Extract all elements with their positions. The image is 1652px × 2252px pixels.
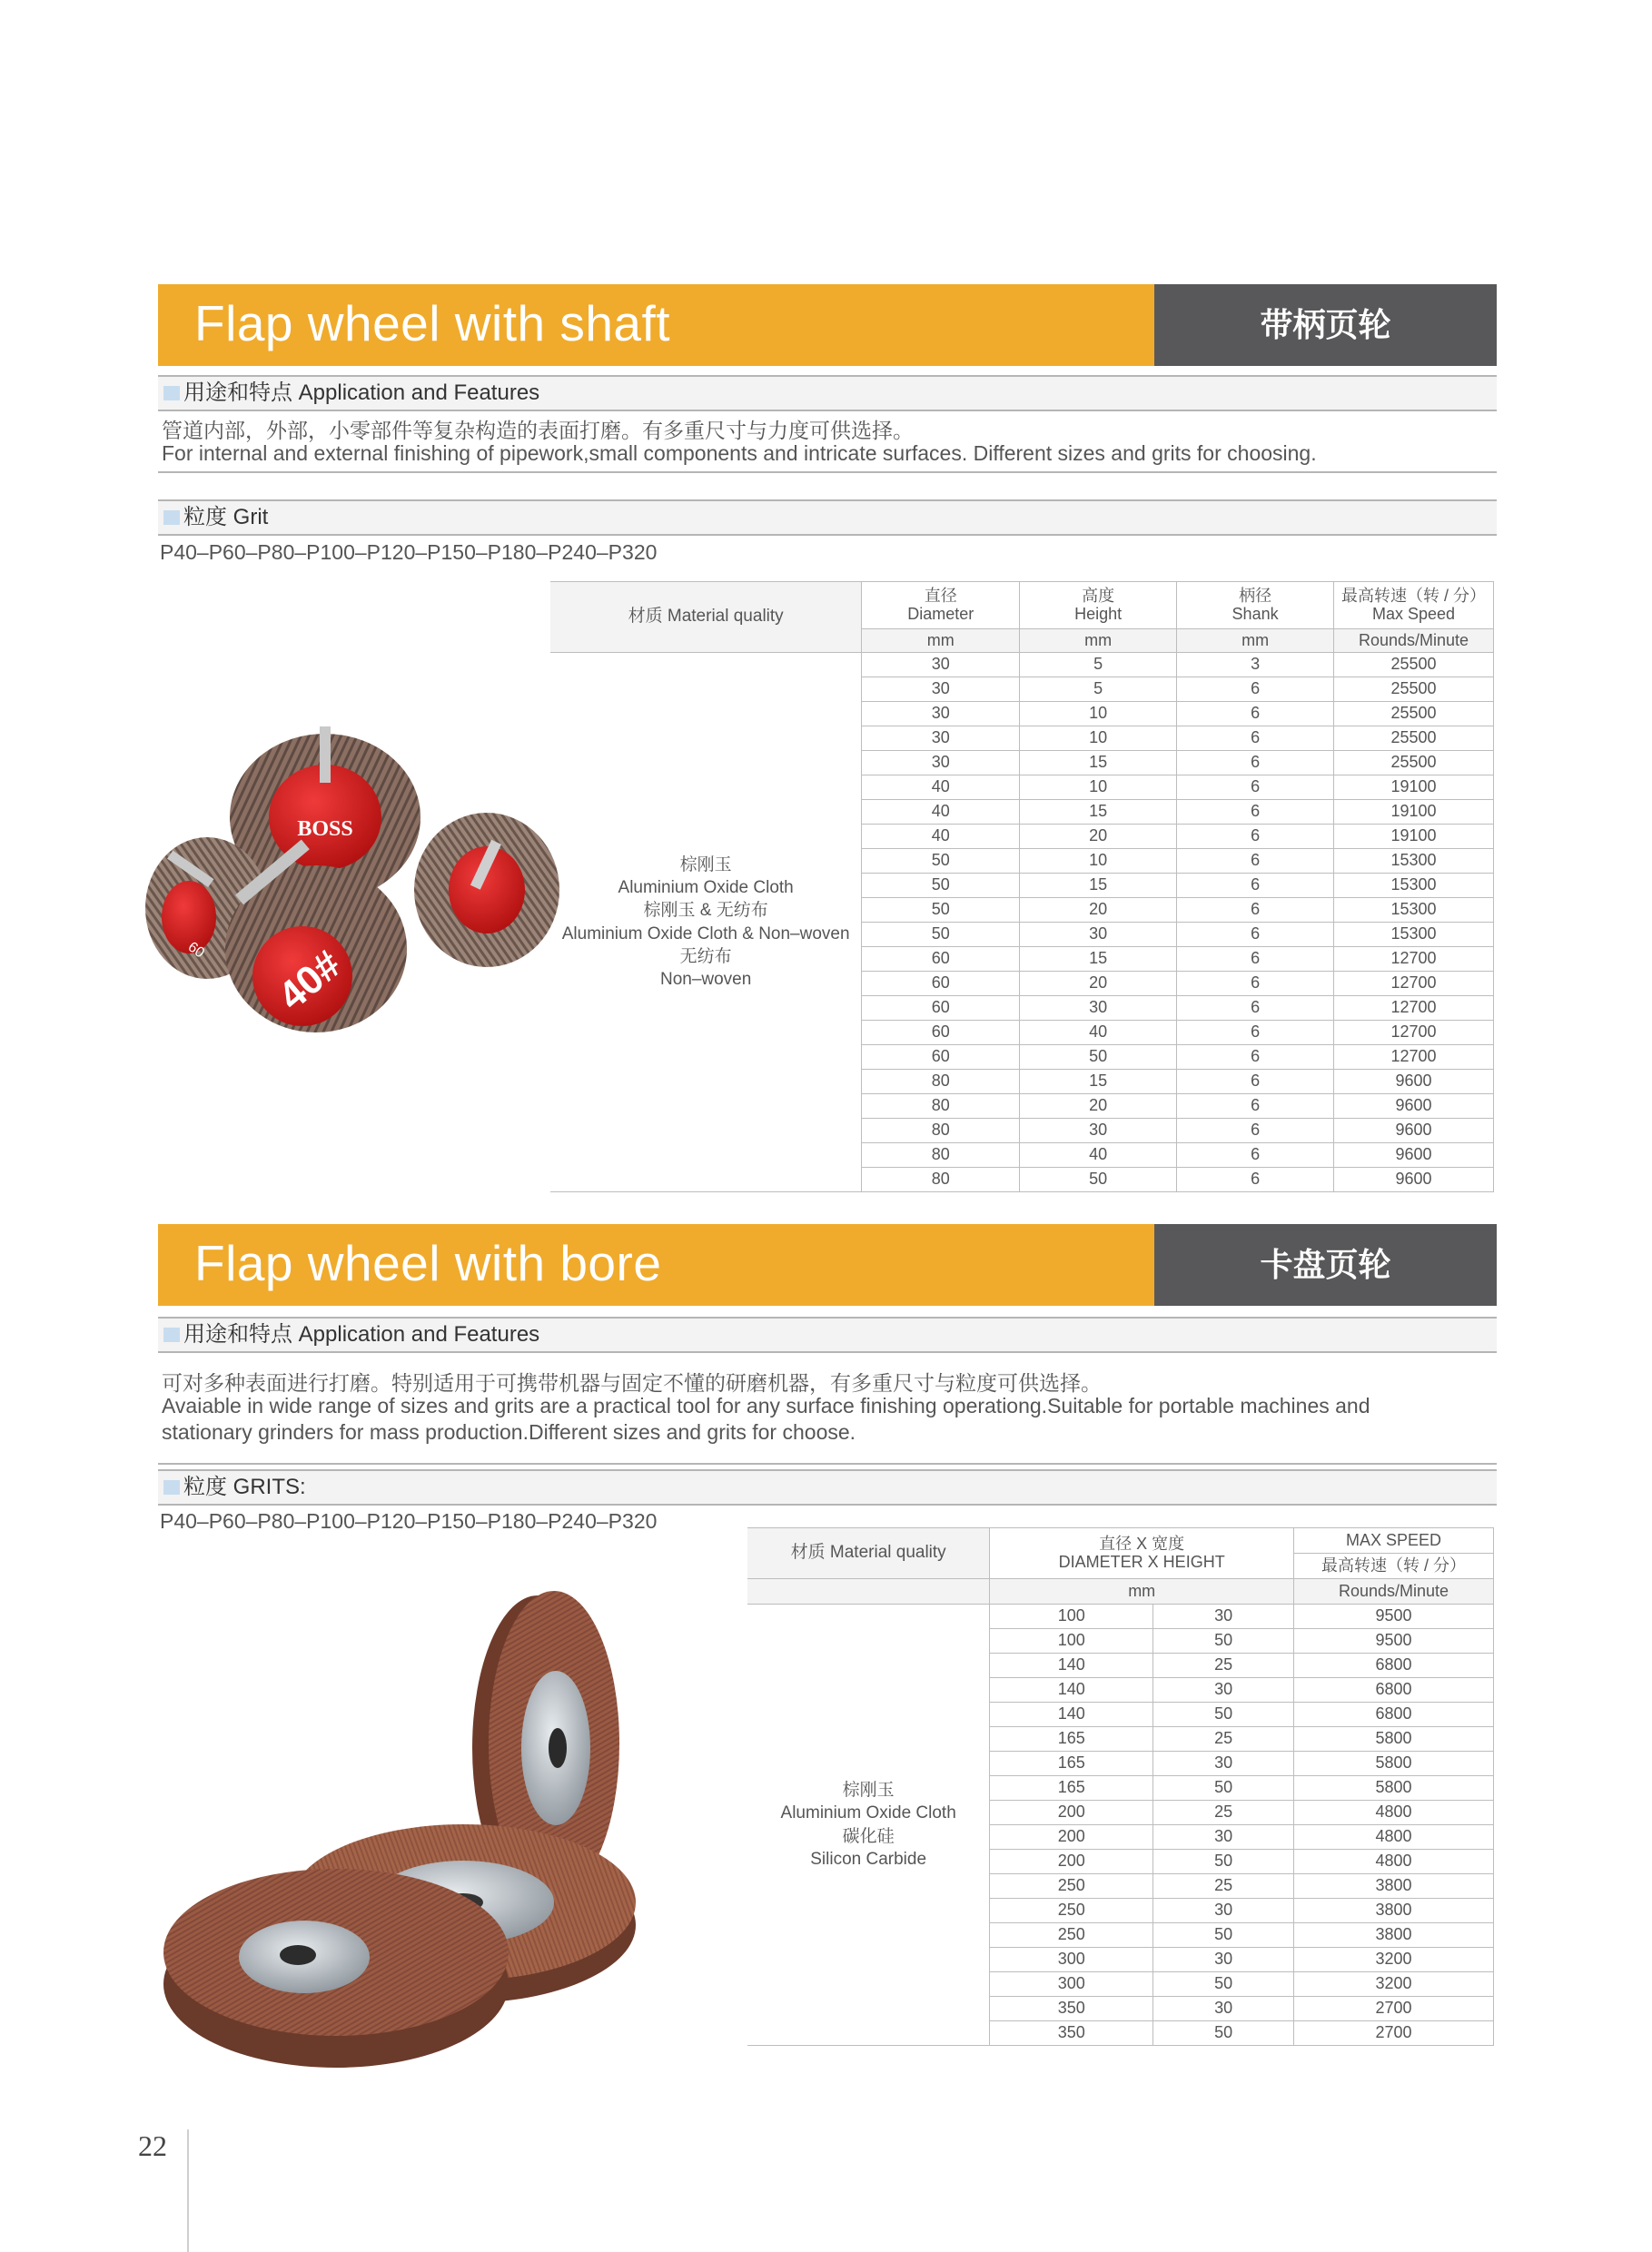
table-cell: 80 (862, 1168, 1020, 1192)
table-cell: 30 (1153, 1752, 1294, 1776)
table-cell: 9500 (1294, 1605, 1494, 1629)
table-cell: 30 (1153, 1825, 1294, 1850)
table-cell: 20 (1020, 898, 1177, 923)
divider (158, 471, 1497, 473)
table-cell: 10 (1020, 726, 1177, 751)
material-line: 棕刚玉 (842, 1780, 895, 1800)
material-line: 棕刚玉 (679, 854, 732, 874)
table-row (550, 653, 1494, 677)
col-header-speed-zh: 最高转速（转 / 分） (1294, 1554, 1494, 1579)
table-cell: 4800 (1294, 1850, 1494, 1874)
header-en: Height (1074, 604, 1123, 623)
col-header-speed-en: MAX SPEED (1294, 1528, 1494, 1554)
table-cell: 3800 (1294, 1923, 1494, 1948)
table-cell: 50 (1153, 1629, 1294, 1654)
table-cell: 6 (1177, 775, 1334, 800)
table-cell: 3800 (1294, 1899, 1494, 1923)
table-cell: 3800 (1294, 1874, 1494, 1899)
table-cell: 30 (862, 751, 1020, 775)
table-cell: 200 (990, 1825, 1153, 1850)
table-cell: 19100 (1334, 775, 1494, 800)
table-cell: 200 (990, 1801, 1153, 1825)
table-cell: 9600 (1334, 1070, 1494, 1094)
table-cell: 50 (862, 923, 1020, 947)
table-cell: 300 (990, 1948, 1153, 1972)
features-label: 用途和特点 Application and Features (183, 1322, 540, 1347)
table-cell: 6800 (1294, 1678, 1494, 1703)
table-cell: 250 (990, 1923, 1153, 1948)
unit-cell: mm (862, 629, 1020, 653)
table-cell: 12700 (1334, 1021, 1494, 1045)
table-cell: 165 (990, 1752, 1153, 1776)
boss-logo: BOSS (297, 817, 353, 841)
bullet-square-icon (163, 386, 180, 400)
table-cell: 6 (1177, 1045, 1334, 1070)
table-cell: 15 (1020, 751, 1177, 775)
table-cell: 4800 (1294, 1801, 1494, 1825)
table-cell: 20 (1020, 972, 1177, 996)
table-cell: 5800 (1294, 1752, 1494, 1776)
header-bar-gray (1154, 284, 1497, 366)
table-cell: 250 (990, 1874, 1153, 1899)
table-cell: 15300 (1334, 874, 1494, 898)
table-cell: 50 (1153, 1923, 1294, 1948)
table-cell: 50 (862, 898, 1020, 923)
table-cell: 10 (1020, 775, 1177, 800)
description-en-line2: stationary grinders for mass production.Different sizes and grits for choose. (162, 1420, 856, 1444)
section-title-zh: 卡盘页轮 (1260, 1246, 1391, 1283)
table-cell: 30 (1020, 923, 1177, 947)
bore-spec-table (747, 1527, 1494, 2046)
bullet-square-icon (163, 1480, 180, 1495)
page-number: 22 (138, 2129, 167, 2162)
table-cell: 350 (990, 2021, 1153, 2046)
table-cell: 5 (1020, 653, 1177, 677)
table-cell: 3200 (1294, 1972, 1494, 1997)
grit-label: 粒度 GRITS: (183, 1475, 306, 1499)
grit-strip (158, 499, 1497, 536)
grit-mark-40: 40# (270, 942, 350, 1020)
grit-label: 粒度 Grit (183, 505, 269, 529)
table-cell: 6 (1177, 1119, 1334, 1143)
features-strip (158, 1317, 1497, 1353)
table-cell: 30 (862, 702, 1020, 726)
table-cell: 6 (1177, 972, 1334, 996)
table-cell: 140 (990, 1703, 1153, 1727)
header-zh: 高度 (1082, 586, 1115, 605)
table-cell: 40 (862, 825, 1020, 849)
table-cell: 12700 (1334, 996, 1494, 1021)
table-cell: 6 (1177, 898, 1334, 923)
table-cell: 140 (990, 1678, 1153, 1703)
table-cell: 20 (1020, 825, 1177, 849)
table-cell: 9600 (1334, 1119, 1494, 1143)
table-cell: 165 (990, 1776, 1153, 1801)
table-cell: 50 (862, 849, 1020, 874)
table-header-row (550, 582, 1494, 629)
table-cell: 15 (1020, 947, 1177, 972)
header-zh: 柄径 (1239, 586, 1272, 605)
table-cell: 50 (1153, 2021, 1294, 2046)
table-cell: 30 (1153, 1678, 1294, 1703)
description-zh: 管道内部，外部，小零部件等复杂构造的表面打磨。有多重尺寸与力度可供选择。 (162, 419, 914, 442)
col-header-height (1020, 582, 1177, 629)
table-cell: 6 (1177, 1168, 1334, 1192)
description-zh: 可对多种表面进行打磨。特别适用于可携带机器与固定不懂的研磨机器，有多重尺寸与粒度可供选择。 (162, 1371, 1102, 1395)
table-cell: 12700 (1334, 972, 1494, 996)
table-cell: 6 (1177, 726, 1334, 751)
material-line: Non–woven (659, 970, 752, 990)
material-cell (550, 653, 862, 1192)
table-cell: 15 (1020, 874, 1177, 898)
table-cell: 4800 (1294, 1825, 1494, 1850)
table-cell: 25500 (1334, 726, 1494, 751)
bullet-square-icon (163, 1328, 180, 1342)
grit-strip (158, 1469, 1497, 1506)
table-cell: 9600 (1334, 1143, 1494, 1168)
col-header-shank (1177, 582, 1334, 629)
flap-wheel-shaft-image (143, 726, 561, 1035)
table-cell: 30 (862, 653, 1020, 677)
table-cell: 6 (1177, 1070, 1334, 1094)
header-en: Shank (1232, 604, 1279, 623)
table-cell: 25500 (1334, 677, 1494, 702)
grit-values: P40–P60–P80–P100–P120–P150–P180–P240–P320 (160, 540, 658, 564)
unit-row (747, 1579, 1494, 1605)
material-line: 棕刚玉 & 无纺布 (643, 901, 768, 921)
table-cell: 2700 (1294, 1997, 1494, 2021)
description-en-line1: Avaiable in wide range of sizes and grits are a practical tool for any surface finishing operationg.Suitable for portable machines and (162, 1394, 1370, 1417)
table-cell: 6 (1177, 849, 1334, 874)
table-cell: 80 (862, 1094, 1020, 1119)
material-header: 材质 Material quality (747, 1528, 990, 1579)
table-row (747, 1605, 1494, 1629)
table-cell: 30 (1153, 1948, 1294, 1972)
table-cell: 60 (862, 1021, 1020, 1045)
table-cell: 6 (1177, 825, 1334, 849)
header-en: Max Speed (1371, 604, 1456, 623)
section-title-en: Flap wheel with bore (194, 1235, 662, 1291)
table-cell: 3 (1177, 653, 1334, 677)
table-cell: 10 (1020, 702, 1177, 726)
header-en: DIAMETER X HEIGHT (1058, 1552, 1225, 1571)
table-cell: 25500 (1334, 653, 1494, 677)
table-cell: 60 (862, 947, 1020, 972)
header-bar-orange (158, 284, 1154, 366)
table-cell: 50 (862, 874, 1020, 898)
table-cell: 6 (1177, 702, 1334, 726)
table-cell: 6800 (1294, 1654, 1494, 1678)
section-header-shaft (158, 284, 1497, 366)
description-en: For internal and external finishing of pipework,small components and intricate surfaces. Different sizes and grits for choosing. (162, 441, 1317, 465)
table-cell: 25500 (1334, 702, 1494, 726)
table-cell: 40 (1020, 1143, 1177, 1168)
material-line: Silicon Carbide (810, 1849, 927, 1869)
table-cell: 20 (1020, 1094, 1177, 1119)
header-zh: 直径 X 宽度 (1099, 1534, 1185, 1553)
material-line: Aluminium Oxide Cloth & Non–woven (561, 924, 850, 943)
col-header-speed (1334, 582, 1494, 629)
table-cell: 350 (990, 1997, 1153, 2021)
header-bar-gray (1154, 1224, 1497, 1306)
table-cell: 40 (862, 800, 1020, 825)
table-cell: 165 (990, 1727, 1153, 1752)
section-header-bore (158, 1224, 1497, 1306)
features-strip (158, 375, 1497, 411)
table-cell: 40 (1020, 1021, 1177, 1045)
table-cell: 80 (862, 1143, 1020, 1168)
header-bar-orange (158, 1224, 1154, 1306)
table-cell: 15 (1020, 1070, 1177, 1094)
table-cell: 6800 (1294, 1703, 1494, 1727)
unit-cell: Rounds/Minute (1294, 1579, 1494, 1605)
col-header-diameter (862, 582, 1020, 629)
grit-mark-60: 60 (184, 939, 208, 962)
table-cell: 100 (990, 1629, 1153, 1654)
table-cell: 3200 (1294, 1948, 1494, 1972)
table-cell: 25 (1153, 1727, 1294, 1752)
table-cell: 6 (1177, 947, 1334, 972)
table-cell: 80 (862, 1070, 1020, 1094)
table-cell: 50 (1020, 1045, 1177, 1070)
table-cell: 5800 (1294, 1776, 1494, 1801)
table-cell: 6 (1177, 923, 1334, 947)
table-cell: 300 (990, 1972, 1153, 1997)
unit-cell: mm (1177, 629, 1334, 653)
table-cell: 19100 (1334, 800, 1494, 825)
table-cell: 30 (862, 677, 1020, 702)
table-cell: 30 (1153, 1997, 1294, 2021)
table-cell: 10 (1020, 849, 1177, 874)
table-cell: 60 (862, 1045, 1020, 1070)
material-line: Aluminium Oxide Cloth (618, 877, 794, 897)
table-cell: 15300 (1334, 923, 1494, 947)
table-cell: 12700 (1334, 1045, 1494, 1070)
grit-values: P40–P60–P80–P100–P120–P150–P180–P240–P320 (160, 1509, 658, 1533)
table-cell: 6 (1177, 874, 1334, 898)
table-cell: 25500 (1334, 751, 1494, 775)
table-cell: 25 (1153, 1801, 1294, 1825)
table-cell: 140 (990, 1654, 1153, 1678)
unit-cell: mm (1020, 629, 1177, 653)
table-cell: 50 (1153, 1972, 1294, 1997)
unit-cell: mm (990, 1579, 1294, 1605)
table-cell: 6 (1177, 1094, 1334, 1119)
col-header-dimension (990, 1528, 1294, 1579)
divider (158, 1463, 1497, 1465)
section-title-zh: 带柄页轮 (1260, 306, 1391, 343)
table-cell: 40 (862, 775, 1020, 800)
table-cell: 15300 (1334, 849, 1494, 874)
table-cell: 2700 (1294, 2021, 1494, 2046)
table-cell: 9600 (1334, 1168, 1494, 1192)
table-cell: 30 (1020, 996, 1177, 1021)
table-cell: 5800 (1294, 1727, 1494, 1752)
table-cell: 25 (1153, 1874, 1294, 1899)
table-cell: 9500 (1294, 1629, 1494, 1654)
table-cell: 30 (1020, 1119, 1177, 1143)
material-header: 材质 Material quality (550, 582, 862, 653)
material-line: 碳化硅 (842, 1826, 895, 1846)
features-label: 用途和特点 Application and Features (183, 380, 540, 405)
unit-blank (747, 1579, 990, 1605)
table-cell: 30 (1153, 1605, 1294, 1629)
table-cell: 9600 (1334, 1094, 1494, 1119)
table-cell: 30 (862, 726, 1020, 751)
table-header-row (747, 1528, 1494, 1554)
table-cell: 6 (1177, 800, 1334, 825)
material-line: Aluminium Oxide Cloth (780, 1803, 956, 1823)
bullet-square-icon (163, 510, 180, 525)
header-zh: 最高转速（转 / 分） (1341, 586, 1487, 605)
material-line: 无纺布 (679, 946, 732, 966)
table-cell: 15 (1020, 800, 1177, 825)
table-cell: 6 (1177, 1143, 1334, 1168)
table-cell: 15300 (1334, 898, 1494, 923)
table-cell: 50 (1153, 1703, 1294, 1727)
header-zh: 直径 (924, 586, 957, 605)
table-cell: 60 (862, 996, 1020, 1021)
header-en: Diameter (907, 604, 974, 623)
section-title-en: Flap wheel with shaft (194, 295, 671, 351)
shaft-spec-table (550, 581, 1494, 1192)
table-cell: 6 (1177, 677, 1334, 702)
table-cell: 60 (862, 972, 1020, 996)
table-cell: 25 (1153, 1654, 1294, 1678)
table-cell: 100 (990, 1605, 1153, 1629)
table-cell: 50 (1153, 1776, 1294, 1801)
table-cell: 19100 (1334, 825, 1494, 849)
table-cell: 6 (1177, 996, 1334, 1021)
table-cell: 80 (862, 1119, 1020, 1143)
table-cell: 5 (1020, 677, 1177, 702)
table-cell: 200 (990, 1850, 1153, 1874)
unit-cell: Rounds/Minute (1334, 629, 1494, 653)
flap-wheel-bore-image (163, 1575, 681, 2075)
material-cell (747, 1605, 990, 2046)
table-cell: 6 (1177, 1021, 1334, 1045)
table-cell: 250 (990, 1899, 1153, 1923)
table-cell: 50 (1153, 1850, 1294, 1874)
table-cell: 6 (1177, 751, 1334, 775)
table-cell: 30 (1153, 1899, 1294, 1923)
page-number-divider (187, 2129, 189, 2252)
table-cell: 50 (1020, 1168, 1177, 1192)
table-cell: 12700 (1334, 947, 1494, 972)
